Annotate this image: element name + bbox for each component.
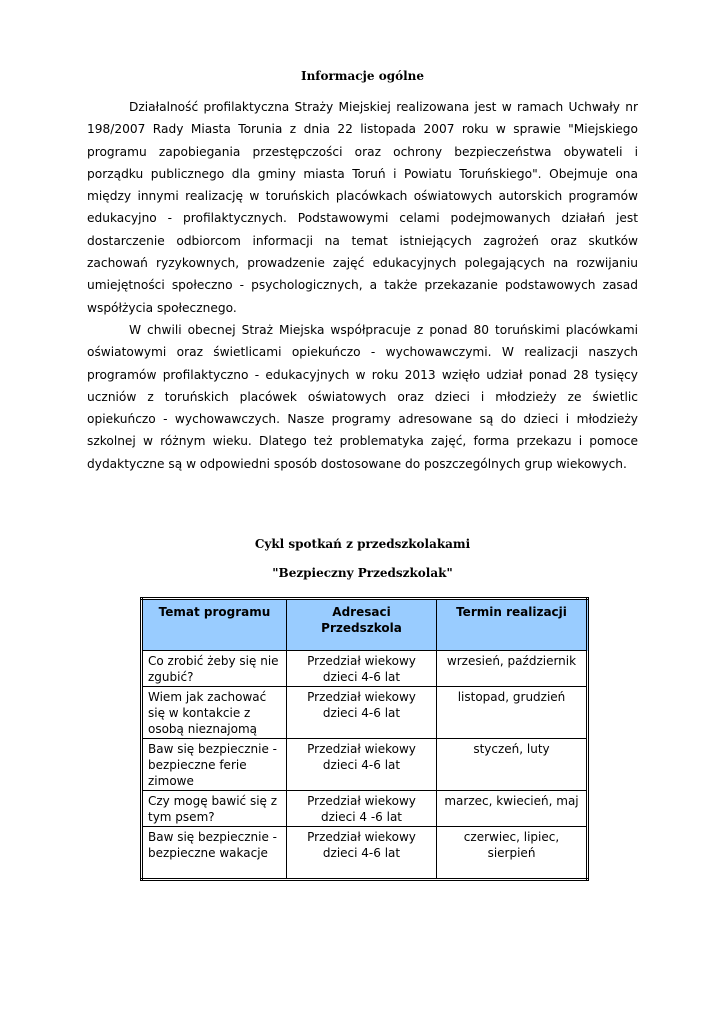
- paragraph-2: W chwili obecnej Straż Miejska współpracuje z ponad 80 toruńskimi placówkami oświatowymi oraz świetlicami opiekuńczo - wychowawczymi. W realizacji naszych programów profilaktyczno - edukacyjnych w roku 2013 wzięło udział ponad 28 tysięcy uczniów z toruńskich placówek oświatowych oraz dzieci i młodzieży ze świetlic opiekuńczo - wychowawczych. Nasze programy adresowane są do dzieci i młodzieży szkolnej w różnym wieku. Dlatego też problematyka zajęć, forma przekazu i pomoce dydaktyczne są w odpowiedni sposób dostosowane do poszczególnych grup wiekowych.: [87, 322, 638, 471]
- cycle-heading: Cykl spotkań z przedszkolakami: [254, 537, 471, 551]
- audience-cell: Przedział wiekowy dzieci 4-6 lat: [287, 739, 437, 791]
- term-cell: marzec, kwiecień, maj: [437, 791, 588, 827]
- audience-cell: Przedział wiekowy dzieci 4 -6 lat: [287, 791, 437, 827]
- term-cell: styczeń, luty: [437, 739, 588, 791]
- section-heading-general: Informacje ogólne: [300, 69, 425, 83]
- table-header-row: [142, 599, 588, 651]
- program-table: [140, 597, 589, 881]
- topic-cell: Baw się bezpiecznie - bezpieczne wakacje: [142, 827, 287, 880]
- header-term: Termin realizacji: [437, 599, 588, 651]
- topic-cell: Baw się bezpiecznie - bezpieczne ferie zimowe: [142, 739, 287, 791]
- topic-cell: Wiem jak zachować się w kontakcie z osobą nieznajomą: [142, 687, 287, 739]
- table-row: [142, 739, 588, 791]
- table-row: [142, 651, 588, 687]
- header-topic: Temat programu: [142, 599, 287, 651]
- audience-cell: Przedział wiekowy dzieci 4-6 lat: [287, 687, 437, 739]
- header-audience: Adresaci Przedszkola: [287, 599, 437, 651]
- term-cell: wrzesień, październik: [437, 651, 588, 687]
- term-cell: czerwiec, lipiec, sierpień: [437, 827, 588, 880]
- term-cell: listopad, grudzień: [437, 687, 588, 739]
- audience-cell: Przedział wiekowy dzieci 4-6 lat: [287, 651, 437, 687]
- body-text: [87, 96, 638, 475]
- table-row: [142, 687, 588, 739]
- topic-cell: Czy mogę bawić się z tym psem?: [142, 791, 287, 827]
- table-row: [142, 827, 588, 880]
- table-row: [142, 791, 588, 827]
- topic-cell: Co zrobić żeby się nie zgubić?: [142, 651, 287, 687]
- audience-cell: Przedział wiekowy dzieci 4-6 lat: [287, 827, 437, 880]
- paragraph-1: Działalność profilaktyczna Straży Miejskiej realizowana jest w ramach Uchwały nr 198/2007 Rady Miasta Torunia z dnia 22 listopada 2007 roku w sprawie "Miejskiego programu zapobiegania przestępczości oraz ochrony bezpieczeństwa obywateli i porządku publicznego dla gminy miasta Toruń i Powiatu Toruńskiego". Obejmuje ona między innymi realizację w toruńskich placówkach oświatowych autorskich programów edukacyjno - profilaktycznych. Podstawowymi celami podejmowanych działań jest dostarczenie odbiorcom informacji na temat istniejących zagrożeń oraz skutków zachowań ryzykownych, prowadzenie zajęć edukacyjnych polegających na rozwijaniu umiejętności społeczno - psychologicznych, a także przekazanie podstawowych zasad współżycia społecznego.: [87, 100, 638, 315]
- program-title: "Bezpieczny Przedszkolak": [272, 566, 453, 580]
